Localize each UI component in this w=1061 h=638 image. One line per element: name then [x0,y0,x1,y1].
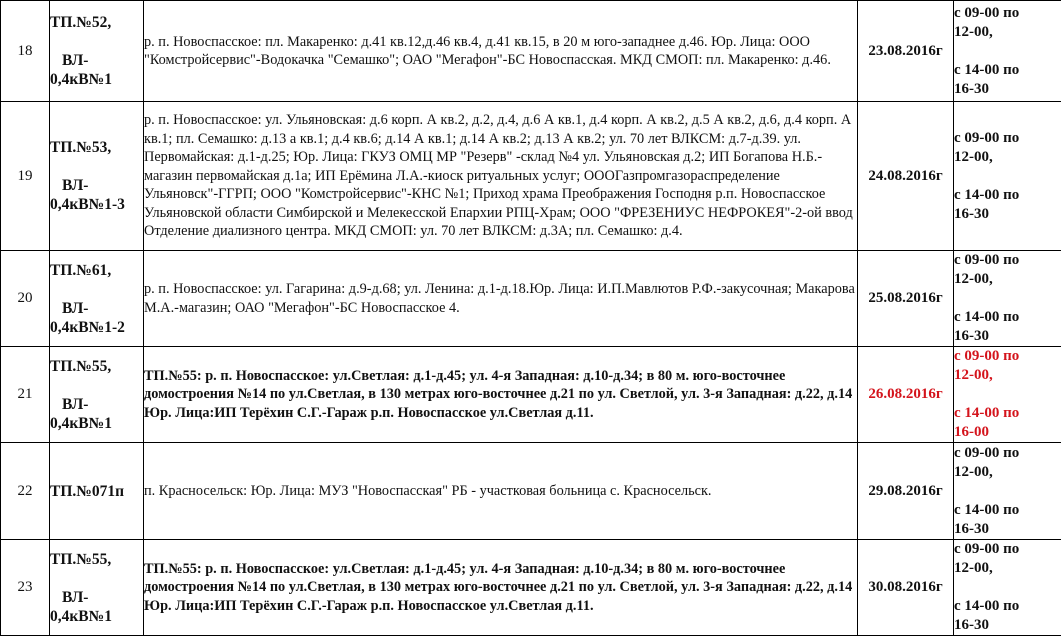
time-slot-1-end: 12-00, [954,367,993,383]
time-slot-1-end: 12-00, [954,560,993,576]
time-slot-1-start: с 09-00 по [954,252,1020,268]
address-cell [144,1,858,102]
outage-date: 25.08.2016г [858,251,954,347]
line-voltage: 0,4кВ№1 [50,414,112,432]
substation-name: ТП.№61, [50,261,112,279]
time-slot-1-start: с 09-00 по [954,541,1020,557]
table-row [1,251,1061,347]
address-text: р. п. Новоспасское: ул. Ульяновская: д.6 корп. А кв.2, д.2, д.4, д.6 А кв.1, д.4 корп. А кв.2, д.5 А кв.2, д.6, д.4 корп. А кв.1; пл. Семашко: д.13 а кв.1; д.4 кв.6; д.14 А кв.1; д.14 А кв.2; д.13 А кв.2; ул. 70 лет ВЛКСМ: д.7-д.39. ул. Первомайская: д.1-д.25; Юр. Лица: ГКУЗ ОМЦ МР "Резерв" -склад №4 ул. Ульяновская д.2; ИП Богапова Н.Б.-магазин первомайская д.1а; ИП Ерёмина Л.А.-киоск ритуальных услуг; ОООГазпромгазораспределение Ульяновск"-ГГРП; ООО "Комстройсервис"-КНС №1; Приход храма Преображения Господня р.п. Новоспасское Ульяновской области Симбирской и Мелекесской Епархии РПЦ-Храм; ООО "ФРЕЗЕНИУС НЕФРОКЕЯ"-2-ой ввод Отделение диализного центра. МКД СМОП: ул. 70 лет ВЛКСМ: д.3А; пл. Семашко: д.4. [144,112,853,240]
time-slot-2-start: с 14-00 по [954,186,1020,203]
time-slot-1-start: с 09-00 по [954,444,1020,461]
row-number: 18 [1,1,50,102]
time-cell [954,347,1061,443]
line-label: ВЛ- [62,588,89,606]
time-slot-2-end: 16-30 [954,617,989,633]
time-slot-1-start: с 09-00 по [954,348,1020,364]
time-cell [954,443,1061,540]
table-row [1,102,1061,251]
row-number: 21 [1,347,50,443]
line-voltage: 0,4кВ№1-2 [50,318,125,336]
substation-cell [50,1,144,102]
time-cell [954,1,1061,102]
row-number: 20 [1,251,50,347]
substation-cell [50,102,144,251]
table-row [1,1,1061,102]
line-label: ВЛ- [62,177,89,194]
time-cell [954,251,1061,347]
substation-name: ТП.№55, [50,550,112,568]
substation-name: ТП.№52, [50,14,112,31]
address-cell [144,102,858,251]
line-voltage: 0,4кВ№1-3 [50,196,125,213]
time-slot-2-start: с 14-00 по [954,598,1020,614]
row-number: 23 [1,540,50,636]
line-label: ВЛ- [62,299,89,317]
line-label: ВЛ- [62,52,89,69]
line-label: ВЛ- [62,395,89,413]
table-row [1,347,1061,443]
time-slot-1-start: с 09-00 по [954,4,1020,21]
address-text: ТП.№55: р. п. Новоспасское: ул.Светлая: д.1-д.45; ул. 4-я Западная: д.10-д.34; в 80 м. юго-восточнее домостроения №14 по ул.Светлая, в 130 метрах юго-восточнее д.21 по ул. Светлой, ул. 3-я Западная: д.22, д.14 Юр. Лица:ИП Терёхин С.Г.-Гараж р.п. Новоспасское ул.Светлая д.11. [144,367,853,421]
address-cell [144,251,858,347]
substation-cell [50,443,144,540]
address-cell [144,540,858,636]
table-row [1,443,1061,540]
address-text: ТП.№55: р. п. Новоспасское: ул.Светлая: д.1-д.45; ул. 4-я Западная: д.10-д.34; в 80 м. юго-восточнее домостроения №14 по ул.Светлая, в 130 метрах юго-восточнее д.21 по ул. Светлой, ул. 3-я Западная: д.22, д.14 Юр. Лица:ИП Терёхин С.Г.-Гараж р.п. Новоспасское ул.Светлая д.11. [144,560,853,614]
time-cell [954,102,1061,251]
table-row [1,540,1061,636]
address-text: п. Красносельск: Юр. Лица: МУЗ "Новоспасская" РБ - участковая больница с. Красносельск. [144,482,712,499]
time-slot-2-start: с 14-00 по [954,501,1020,518]
row-number: 22 [1,443,50,540]
address-text: р. п. Новоспасское: ул. Гагарина: д.9-д.68; ул. Ленина: д.1-д.18.Юр. Лица: И.П.Мавлютов Р.Ф.-закусочная; Макарова М.А.-магазин; ОАО "Мегафон"-БС Новоспасское 4. [144,281,855,316]
time-slot-2-end: 16-30 [954,520,989,537]
outage-date: 24.08.2016г [858,102,954,251]
time-slot-1-start: с 09-00 по [954,129,1020,146]
substation-cell [50,540,144,636]
address-cell [144,443,858,540]
time-slot-2-start: с 14-00 по [954,405,1020,421]
outage-date: 23.08.2016г [858,1,954,102]
line-voltage: 0,4кВ№1 [50,71,112,88]
substation-name: ТП.№55, [50,357,112,375]
time-slot-1-end: 12-00, [954,271,993,287]
time-slot-1-end: 12-00, [954,23,993,40]
time-slot-2-end: 16-30 [954,205,989,222]
outage-date: 26.08.2016г [858,347,954,443]
substation-name: ТП.№53, [50,139,112,156]
row-number: 19 [1,102,50,251]
time-cell [954,540,1061,636]
outage-date: 30.08.2016г [858,540,954,636]
time-slot-2-start: с 14-00 по [954,61,1020,78]
substation-cell [50,251,144,347]
address-cell [144,347,858,443]
line-voltage: 0,4кВ№1 [50,607,112,625]
time-slot-2-end: 16-00 [954,424,989,440]
time-slot-2-start: с 14-00 по [954,309,1020,325]
time-slot-2-end: 16-30 [954,80,989,97]
address-text: р. п. Новоспасское: пл. Макаренко: д.41 кв.12,д.46 кв.4, д.41 кв.15, в 20 м юго-западнее д.46. Юр. Лица: ООО "Комстройсервис"-Водокачка "Семашко"; ОАО "Мегафон"-БС Новоспасская. МКД СМОП: пл. Макаренко: д.46. [144,33,831,68]
substation-cell [50,347,144,443]
outage-date: 29.08.2016г [858,443,954,540]
time-slot-1-end: 12-00, [954,463,993,480]
substation-name: ТП.№071п [50,482,125,500]
time-slot-1-end: 12-00, [954,148,993,165]
time-slot-2-end: 16-30 [954,328,989,344]
